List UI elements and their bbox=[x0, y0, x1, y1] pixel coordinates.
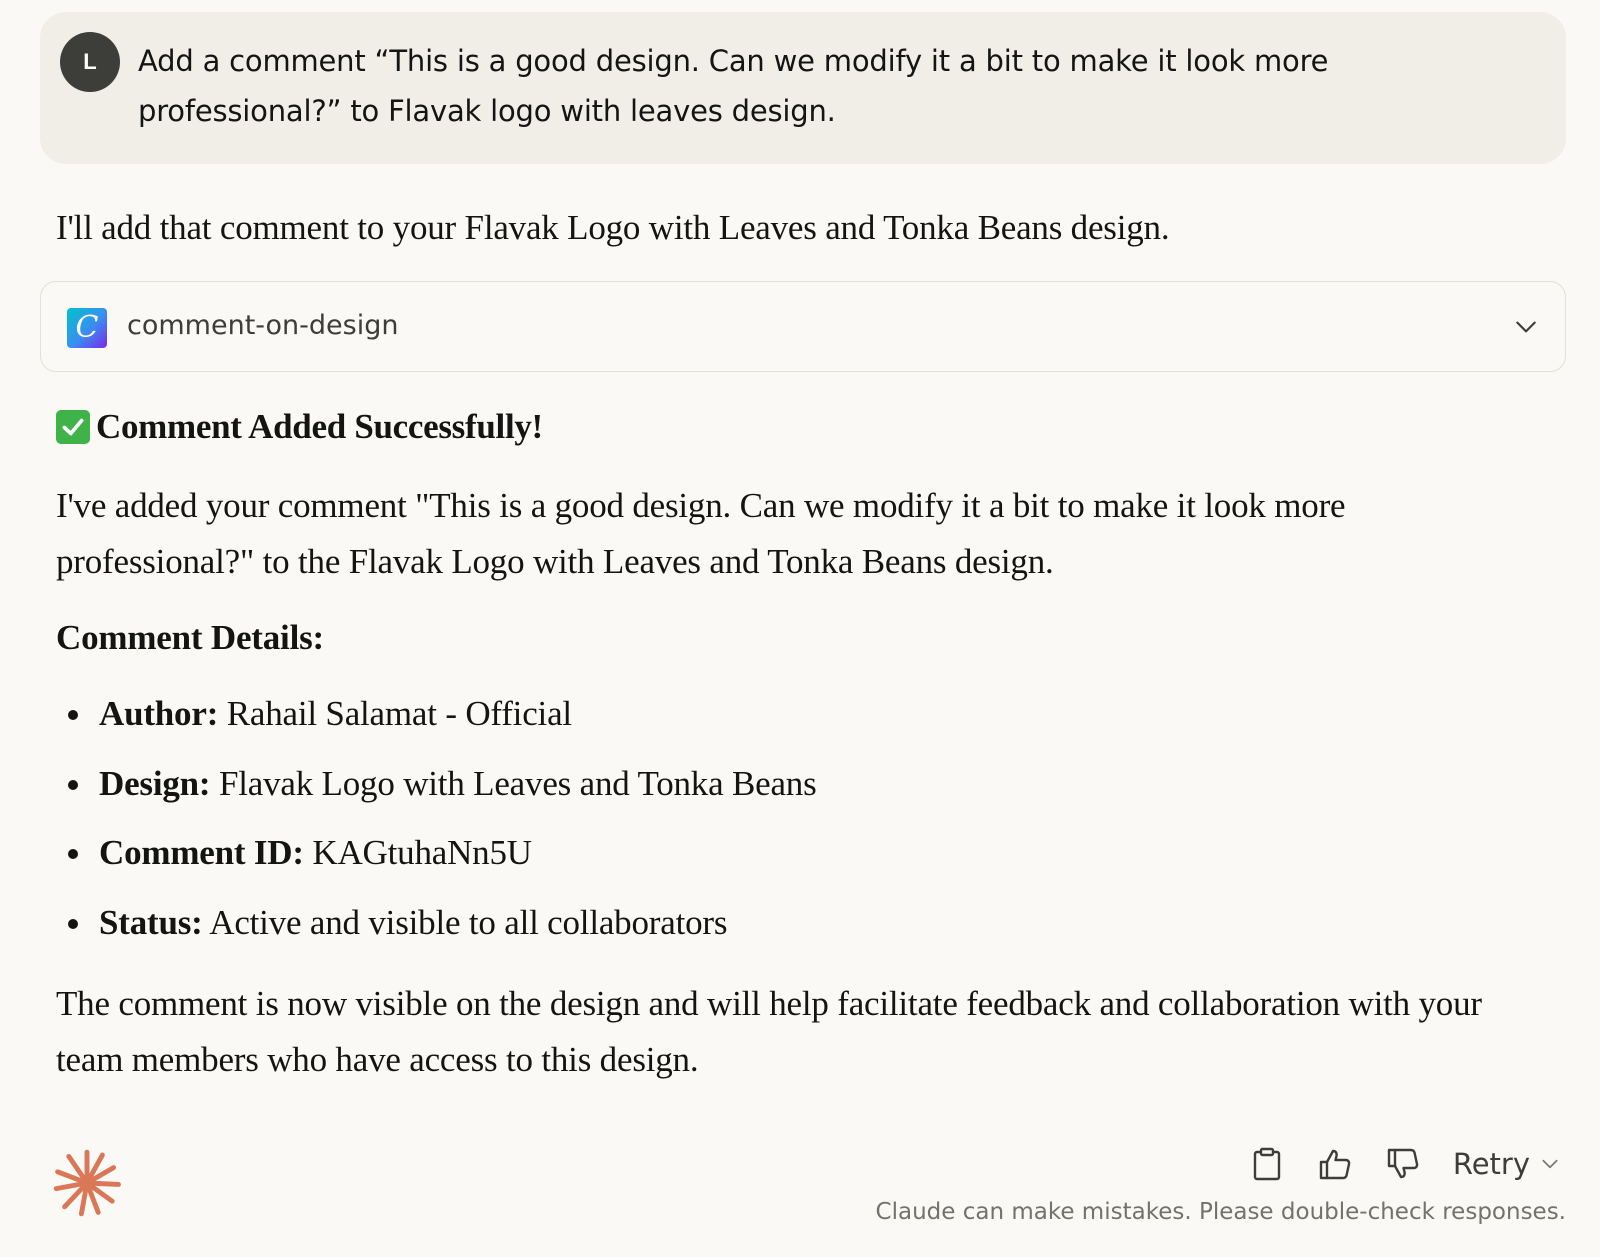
detail-value: Active and visible to all collaborators bbox=[209, 902, 728, 942]
thumbs-down-button[interactable] bbox=[1383, 1144, 1423, 1184]
clipboard-icon bbox=[1252, 1147, 1282, 1181]
message-actions bbox=[1219, 1140, 1560, 1188]
confirmation-paragraph: I've added your comment "This is a good design. Can we modify it a bit to make it look more professional?" to the Flavak Logo with Leaves and Tonka Beans design. bbox=[56, 486, 1346, 581]
bullet bbox=[68, 919, 78, 929]
details-list bbox=[56, 687, 817, 965]
bullet bbox=[68, 849, 78, 859]
detail-label: Author: bbox=[99, 694, 219, 733]
chevron-down-icon[interactable] bbox=[1513, 314, 1539, 340]
closing-paragraph: The comment is now visible on the design and will help facilitate feedback and collaboration with your team members who have access to this design. bbox=[56, 984, 1482, 1079]
thumbs-up-icon bbox=[1318, 1147, 1352, 1181]
chevron-down-icon bbox=[1540, 1154, 1560, 1174]
detail-status bbox=[56, 896, 817, 966]
detail-author bbox=[56, 687, 817, 757]
avatar-letter: L bbox=[83, 49, 97, 74]
user-avatar[interactable] bbox=[60, 32, 120, 92]
disclaimer-text: Claude can make mistakes. Please double-check responses. bbox=[875, 1199, 1566, 1225]
tool-call-block[interactable] bbox=[40, 281, 1566, 372]
claude-logo-icon bbox=[52, 1148, 122, 1218]
detail-label: Comment ID: bbox=[99, 833, 304, 872]
detail-value: Flavak Logo with Leaves and Tonka Beans bbox=[218, 763, 817, 803]
detail-value: Rahail Salamat - Official bbox=[226, 694, 572, 733]
thumbs-up-button[interactable] bbox=[1315, 1144, 1355, 1184]
success-heading-text: Comment Added Successfully! bbox=[96, 407, 543, 446]
retry-label: Retry bbox=[1452, 1147, 1530, 1181]
details-heading: Comment Details: bbox=[56, 618, 324, 657]
detail-value: KAGtuhaNn5U bbox=[312, 833, 532, 872]
success-heading bbox=[56, 400, 543, 454]
check-mark-icon bbox=[56, 410, 90, 444]
detail-design bbox=[56, 757, 817, 827]
canva-icon-letter: C bbox=[75, 310, 99, 345]
bullet bbox=[68, 710, 78, 720]
user-message-text: Add a comment “This is a good design. Can we modify it a bit to make it look more professional?” to Flavak logo with leaves design. bbox=[138, 44, 1329, 128]
detail-label: Design: bbox=[99, 763, 211, 803]
canva-icon bbox=[67, 308, 107, 348]
detail-comment-id bbox=[56, 826, 817, 896]
tool-name: comment-on-design bbox=[127, 310, 399, 341]
copy-button[interactable] bbox=[1247, 1144, 1287, 1184]
bullet bbox=[68, 780, 78, 790]
detail-label: Status: bbox=[99, 902, 203, 942]
response-intro: I'll add that comment to your Flavak Logo with Leaves and Tonka Beans design. bbox=[56, 208, 1170, 247]
thumbs-down-icon bbox=[1386, 1147, 1420, 1181]
retry-button[interactable] bbox=[1453, 1147, 1560, 1181]
user-message bbox=[40, 12, 1566, 164]
